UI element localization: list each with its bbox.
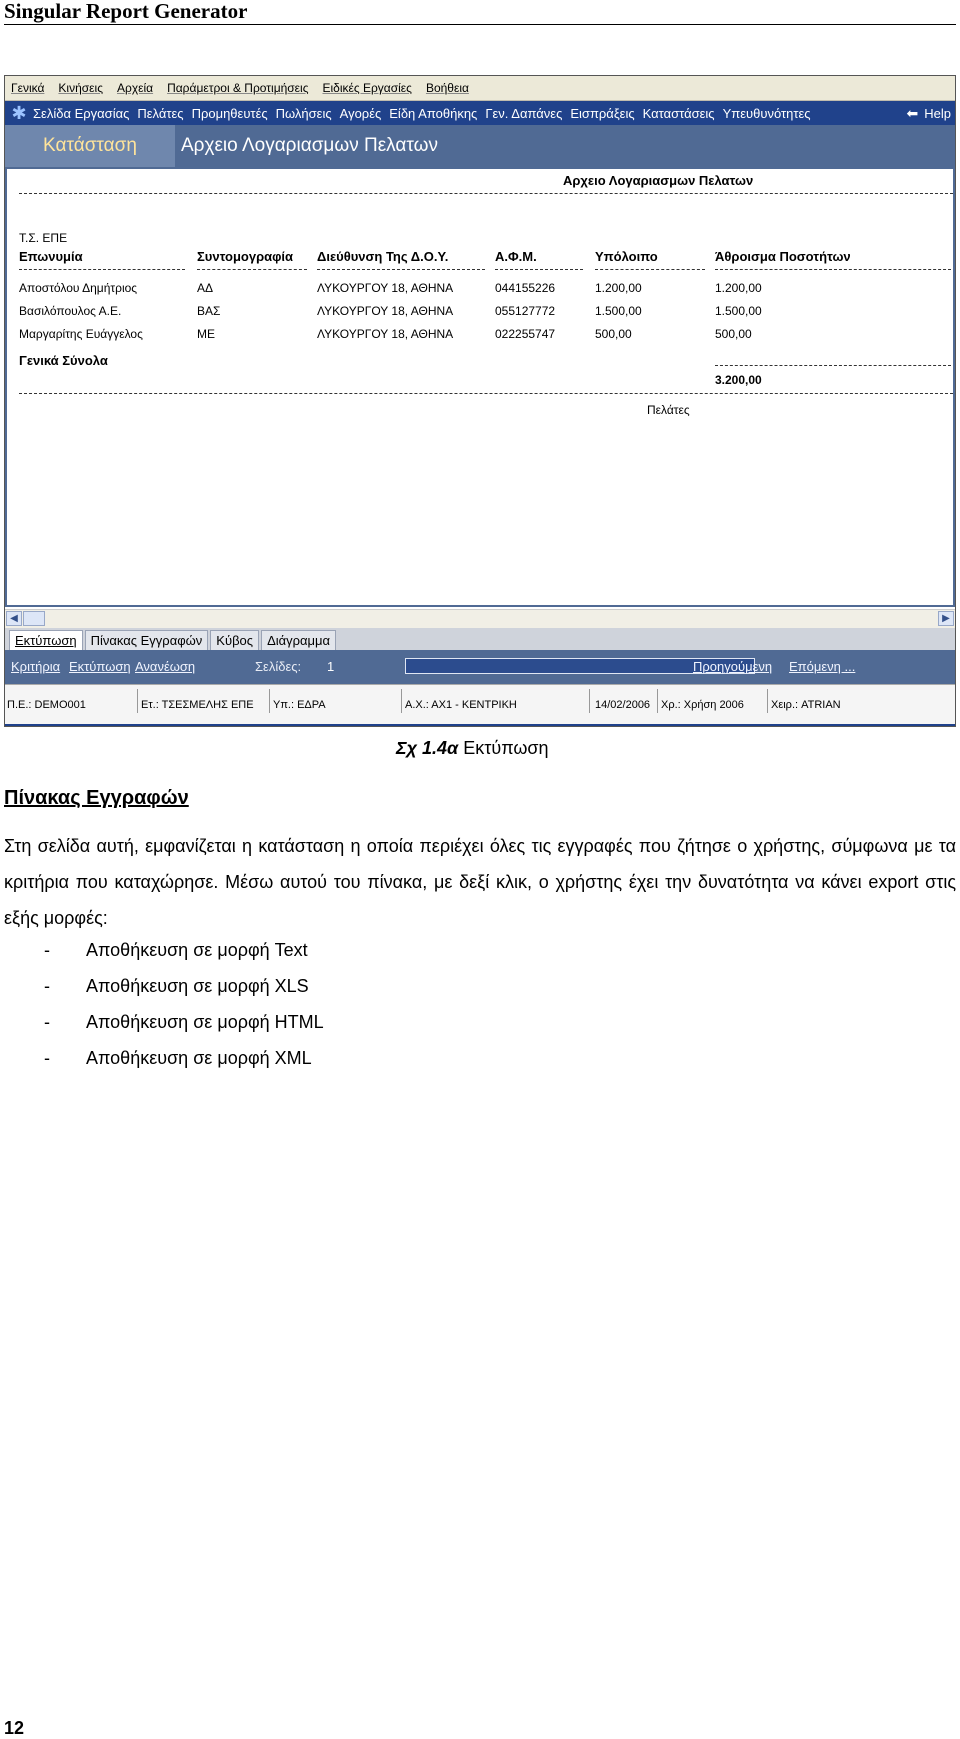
help-button[interactable] — [907, 105, 951, 122]
status-company: Ετ.: ΤΣΕΣΜΕΛΗΣ ΕΠΕ — [141, 699, 254, 711]
cell-quantity-sum: 500,00 — [715, 327, 752, 341]
cell-quantity-sum: 1.200,00 — [715, 281, 762, 295]
menu-special-tasks[interactable]: Ειδικές Εργασίες — [322, 81, 412, 95]
figure-number: Σχ 1.4α — [396, 738, 459, 758]
previous-page-link[interactable]: Προηγούμενη — [693, 659, 773, 674]
column-header-vat: Α.Φ.Μ. — [495, 249, 537, 264]
list-item-text: Αποθήκευση σε μορφή Text — [86, 940, 308, 960]
menu-help[interactable]: Βοήθεια — [425, 81, 469, 95]
status-branch: Υπ.: ΕΔΡΑ — [273, 699, 326, 711]
page-number: 12 — [4, 1718, 25, 1738]
column-underline — [595, 269, 705, 270]
action-bar — [5, 650, 955, 684]
menu-parameters[interactable]: Παράμετροι & Προτιμήσεις — [167, 81, 309, 95]
total-value: 3.200,00 — [715, 373, 762, 387]
refresh-link[interactable]: Ανανέωση — [135, 659, 196, 674]
nav-responsibilities[interactable]: Υπευθυνότητες — [722, 105, 811, 121]
cell-abbr: ΑΔ — [197, 281, 214, 295]
report-footer: Πελάτες — [647, 403, 690, 417]
page-title: Αρχειο Λογαριασμων Πελατων — [181, 135, 438, 156]
bullet-dash: - — [44, 940, 50, 960]
status-separator — [137, 689, 138, 713]
table-row[interactable] — [7, 327, 953, 347]
cell-vat: 022255747 — [495, 327, 556, 341]
column-header-tax-office: Διεύθυνση Της Δ.Ο.Υ. — [317, 249, 449, 264]
scroll-right-icon[interactable]: ▶ — [938, 611, 954, 626]
column-header-quantity-sum: Άθροισμα Ποσοτήτων — [715, 249, 851, 264]
menu-files[interactable]: Αρχεία — [116, 81, 154, 95]
list-item — [44, 968, 324, 1004]
column-underline — [19, 269, 185, 270]
nav-sales[interactable]: Πωλήσεις — [275, 105, 332, 121]
totals-label: Γενικά Σύνολα — [19, 353, 108, 368]
scroll-left-icon[interactable]: ◀ — [6, 611, 22, 626]
tab-print[interactable]: Εκτύπωση — [9, 630, 83, 650]
status-fiscal-year: Χρ.: Χρήση 2006 — [661, 699, 744, 711]
nav-bar — [5, 101, 955, 125]
table-row[interactable] — [7, 281, 953, 301]
nav-workpage[interactable]: Σελίδα Εργασίας — [33, 105, 130, 121]
cell-tax-office: ΛΥΚΟΥΡΓΟΥ 18, ΑΘΗΝΑ — [317, 281, 454, 295]
column-underline — [495, 269, 583, 270]
cell-abbr: ΜΕ — [197, 327, 215, 341]
list-item — [44, 1004, 324, 1040]
nav-reports[interactable]: Καταστάσεις — [642, 105, 715, 121]
help-label: Help — [924, 105, 951, 121]
list-item-text: Αποθήκευση σε μορφή XML — [86, 1048, 312, 1068]
column-underline — [715, 269, 951, 270]
title-bar — [5, 125, 955, 167]
status-warehouse: Α.Χ.: ΑΧ1 - ΚΕΝΤΡΙΚΗ — [405, 699, 517, 711]
list-item — [44, 1040, 324, 1076]
bullet-dash: - — [44, 1012, 50, 1032]
table-row[interactable] — [7, 304, 953, 324]
scroll-thumb[interactable] — [23, 611, 45, 626]
cell-name: Μαργαρίτης Ευάγγελος — [19, 327, 143, 341]
body-paragraph: Στη σελίδα αυτή, εμφανίζεται η κατάσταση η οποία περιέχει όλες τις εγγραφές που ζήτησε ο χρήστης, σύμφωνα με τα κριτήρια που καταχώρησε. Μέσω αυτού του πίνακα, με δεξί κλικ, ο χρήστης έχει την δυνατότητα να κάνει export στις εξής μορφές: — [4, 836, 956, 928]
status-user: Χειρ.: ATRIAN — [771, 699, 841, 711]
column-header-balance: Υπόλοιπο — [595, 249, 658, 264]
section-title: Πίνακας Εγγραφών — [4, 787, 189, 809]
nav-general-expenses[interactable]: Γεν. Δαπάνες — [485, 105, 563, 121]
figure-caption — [396, 738, 549, 759]
column-underline — [317, 269, 485, 270]
report-title: Αρχειο Λογαριασμων Πελατων — [563, 173, 754, 188]
bullet-dash: - — [44, 976, 50, 996]
tab-records-table[interactable]: Πίνακας Εγγραφών — [85, 630, 209, 650]
cell-quantity-sum: 1.500,00 — [715, 304, 762, 318]
figure-caption-text: Εκτύπωση — [463, 738, 549, 758]
cell-vat: 044155226 — [495, 281, 556, 295]
report-company: Τ.Σ. ΕΠΕ — [19, 231, 68, 245]
cell-tax-office: ΛΥΚΟΥΡΓΟΥ 18, ΑΘΗΝΑ — [317, 304, 454, 318]
tab-report[interactable]: Κατάσταση — [5, 125, 175, 167]
report-divider — [19, 193, 953, 194]
column-header-abbr: Συντομογραφία — [197, 249, 294, 264]
list-item — [44, 932, 324, 968]
cell-tax-office: ΛΥΚΟΥΡΓΟΥ 18, ΑΘΗΝΑ — [317, 327, 454, 341]
export-format-list — [44, 932, 324, 1076]
report-divider — [19, 393, 953, 394]
status-separator — [657, 689, 658, 713]
total-underline — [715, 365, 951, 366]
nav-warehouse-items[interactable]: Είδη Αποθήκης — [389, 105, 478, 121]
bullet-dash: - — [44, 1048, 50, 1068]
list-item-text: Αποθήκευση σε μορφή XLS — [86, 976, 309, 996]
column-header-name: Επωνυμία — [19, 249, 83, 264]
report-viewer — [5, 167, 955, 607]
app-window — [4, 75, 956, 727]
cell-balance: 500,00 — [595, 327, 632, 341]
status-separator — [269, 689, 270, 713]
criteria-link[interactable]: Κριτήρια — [11, 659, 61, 674]
pages-value: 1 — [327, 659, 335, 674]
document-header: Singular Report Generator — [4, 0, 956, 25]
menu-bar — [5, 76, 955, 101]
column-underline — [197, 269, 307, 270]
status-bar — [5, 684, 955, 727]
nav-suppliers[interactable]: Προμηθευτές — [191, 105, 268, 121]
next-page-link[interactable]: Επόμενη ... — [789, 659, 856, 674]
tab-chart[interactable]: Διάγραμμα — [261, 630, 336, 650]
status-separator — [589, 689, 590, 713]
cell-balance: 1.200,00 — [595, 281, 642, 295]
horizontal-scrollbar[interactable] — [5, 609, 955, 628]
cell-vat: 055127772 — [495, 304, 556, 318]
list-item-text: Αποθήκευση σε μορφή HTML — [86, 1012, 324, 1032]
nav-customers[interactable]: Πελάτες — [137, 105, 184, 121]
status-separator — [767, 689, 768, 713]
cell-balance: 1.500,00 — [595, 304, 642, 318]
cell-name: Βασιλόπουλος Α.Ε. — [19, 304, 122, 318]
nav-purchases[interactable]: Αγορές — [339, 105, 382, 121]
print-link[interactable]: Εκτύπωση — [69, 659, 131, 674]
menu-general[interactable]: Γενικά — [11, 81, 45, 95]
nav-receipts[interactable]: Εισπράξεις — [570, 105, 635, 121]
pages-label: Σελίδες: — [255, 659, 302, 674]
status-bottom-line — [5, 724, 955, 727]
tab-cube[interactable]: Κύβος — [210, 630, 259, 650]
status-separator — [401, 689, 402, 713]
view-tabs — [5, 628, 956, 650]
menu-transactions[interactable]: Κινήσεις — [58, 81, 103, 95]
cell-abbr: ΒΑΣ — [197, 304, 221, 318]
status-date: 14/02/2006 — [595, 699, 651, 711]
cell-name: Αποστόλου Δημήτριος — [19, 281, 138, 295]
back-arrow-icon: ⬅ — [906, 104, 919, 121]
status-company-code: Π.Ε.: DEMO001 — [7, 699, 86, 711]
snowflake-icon[interactable]: ✱ — [11, 102, 27, 123]
